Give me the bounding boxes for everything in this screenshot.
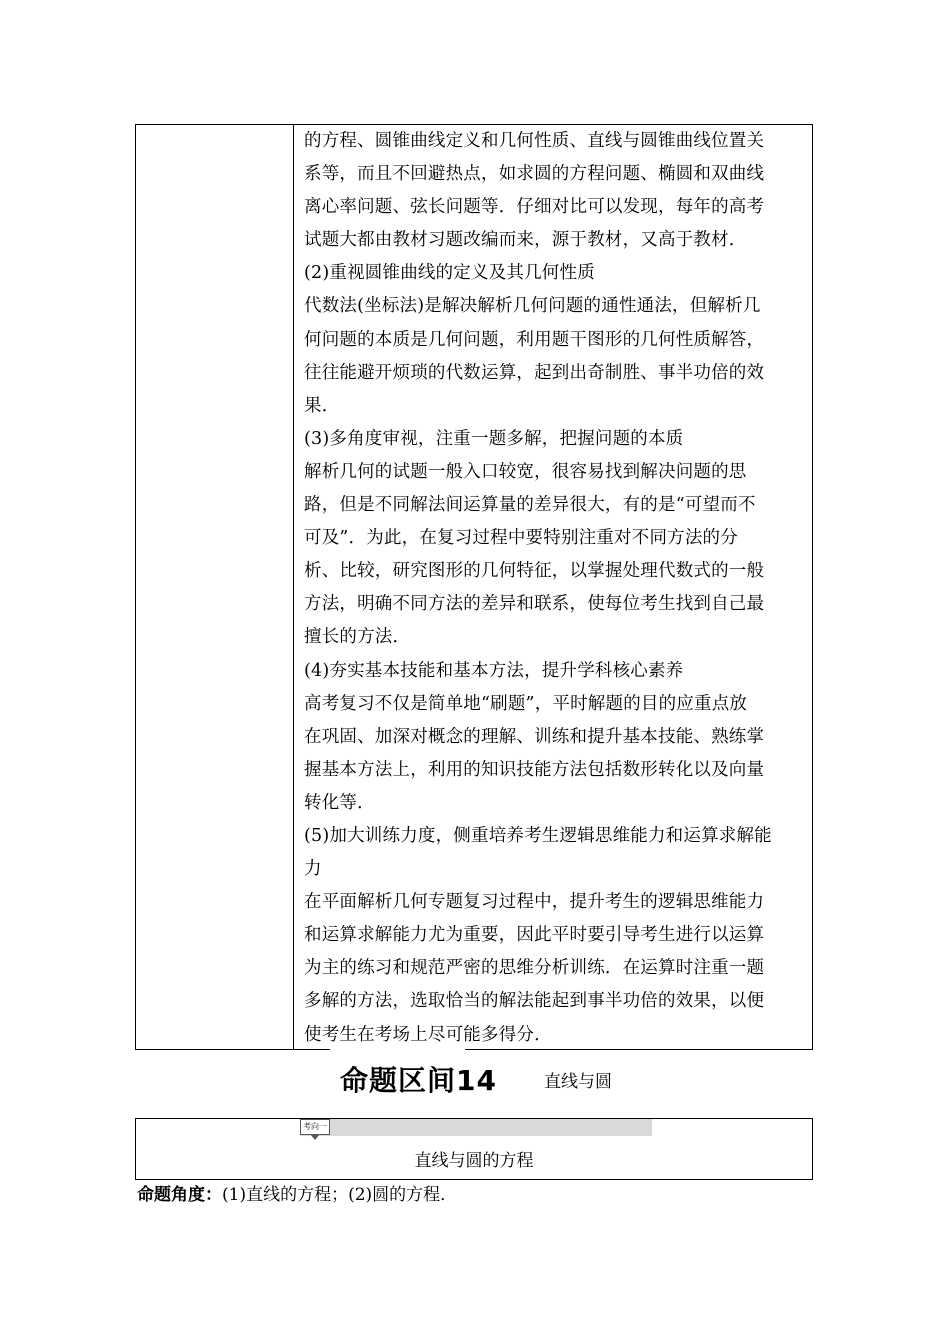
text-line: 何问题的本质是几何问题，利用题干图形的几何性质解答， [304, 329, 765, 350]
text-line: 的方程、圆锥曲线定义和几何性质、直线与圆锥曲线位置关 [304, 131, 765, 151]
text-line: 为主的练习和规范严密的思维分析训练．在运算时注重一题 [304, 958, 765, 979]
text-line: (4)夯实基本技能和基本方法，提升学科核心素养 [304, 660, 684, 681]
text-line: 多解的方法，选取恰当的解法能起到事半功倍的效果，以便 [304, 991, 765, 1012]
text-line: 可及”．为此，在复习过程中要特别注重对不同方法的分 [304, 528, 738, 549]
table-left-column [136, 125, 294, 1049]
text-line: (2)重视圆锥曲线的定义及其几何性质 [304, 263, 595, 284]
text-line: 系等，而且不回避热点，如求圆的方程问题、椭圆和双曲线 [304, 164, 765, 185]
direction-title: 直线与圆的方程 [414, 1151, 534, 1171]
text-line: 高考复习不仅是简单地“刷题”，平时解题的目的应重点放 [304, 693, 748, 714]
section-title: 命题区间14 [340, 1064, 497, 1097]
section-subtitle: 直线与圆 [544, 1072, 612, 1092]
tag-arrow-icon [311, 1135, 319, 1140]
direction-tag: 考向一 [300, 1119, 330, 1135]
text-line: 在平面解析几何专题复习过程中，提升考生的逻辑思维能力 [304, 892, 765, 913]
text-line: 擅长的方法． [304, 627, 411, 648]
border-gap [330, 1046, 465, 1054]
direction-box [135, 1118, 813, 1180]
text-line: (5)加大训练力度，侧重培养考生逻辑思维能力和运算求解能 [304, 825, 772, 846]
text-line: 代数法(坐标法)是解决解析几何问题的通性通法，但解析几 [304, 296, 761, 317]
text-line: 果． [304, 395, 340, 416]
text-line: 试题大都由教材习题改编而来，源于教材，又高于教材． [304, 230, 747, 251]
content-table [135, 124, 813, 1050]
text-line: 往往能避开烦琐的代数运算，起到出奇制胜、事半功倍的效 [304, 362, 765, 383]
proposition-angle-label: 命题角度： [137, 1185, 222, 1205]
text-line: 在巩固、加深对概念的理解、训练和提升基本技能、熟练掌 [304, 726, 765, 747]
text-line: (3)多角度审视，注重一题多解，把握问题的本质 [304, 428, 684, 449]
text-line: 力 [304, 859, 322, 880]
text-line: 路，但是不同解法间运算量的差异很大，有的是“可望而不 [304, 495, 756, 516]
text-line: 离心率问题、弦长问题等．仔细对比可以发现，每年的高考 [304, 197, 765, 218]
proposition-angle [137, 1182, 457, 1208]
text-line: 解析几何的试题一般入口较宽，很容易找到解决问题的思 [304, 461, 747, 482]
direction-header-bar [300, 1119, 652, 1136]
proposition-angle-text: (1)直线的方程；(2)圆的方程． [222, 1185, 458, 1205]
text-line: 析、比较，研究图形的几何特征，以掌握处理代数式的一般 [304, 561, 765, 582]
text-line: 方法，明确不同方法的差异和联系，使每位考生找到自己最 [304, 594, 765, 615]
text-line: 转化等． [304, 792, 375, 813]
text-line: 使考生在考场上尽可能多得分． [304, 1024, 552, 1045]
table-right-column [304, 125, 804, 1052]
text-line: 和运算求解能力尤为重要，因此平时要引导考生进行以运算 [304, 925, 765, 946]
text-line: 握基本方法上，利用的知识技能方法包括数形转化以及向量 [304, 759, 765, 780]
